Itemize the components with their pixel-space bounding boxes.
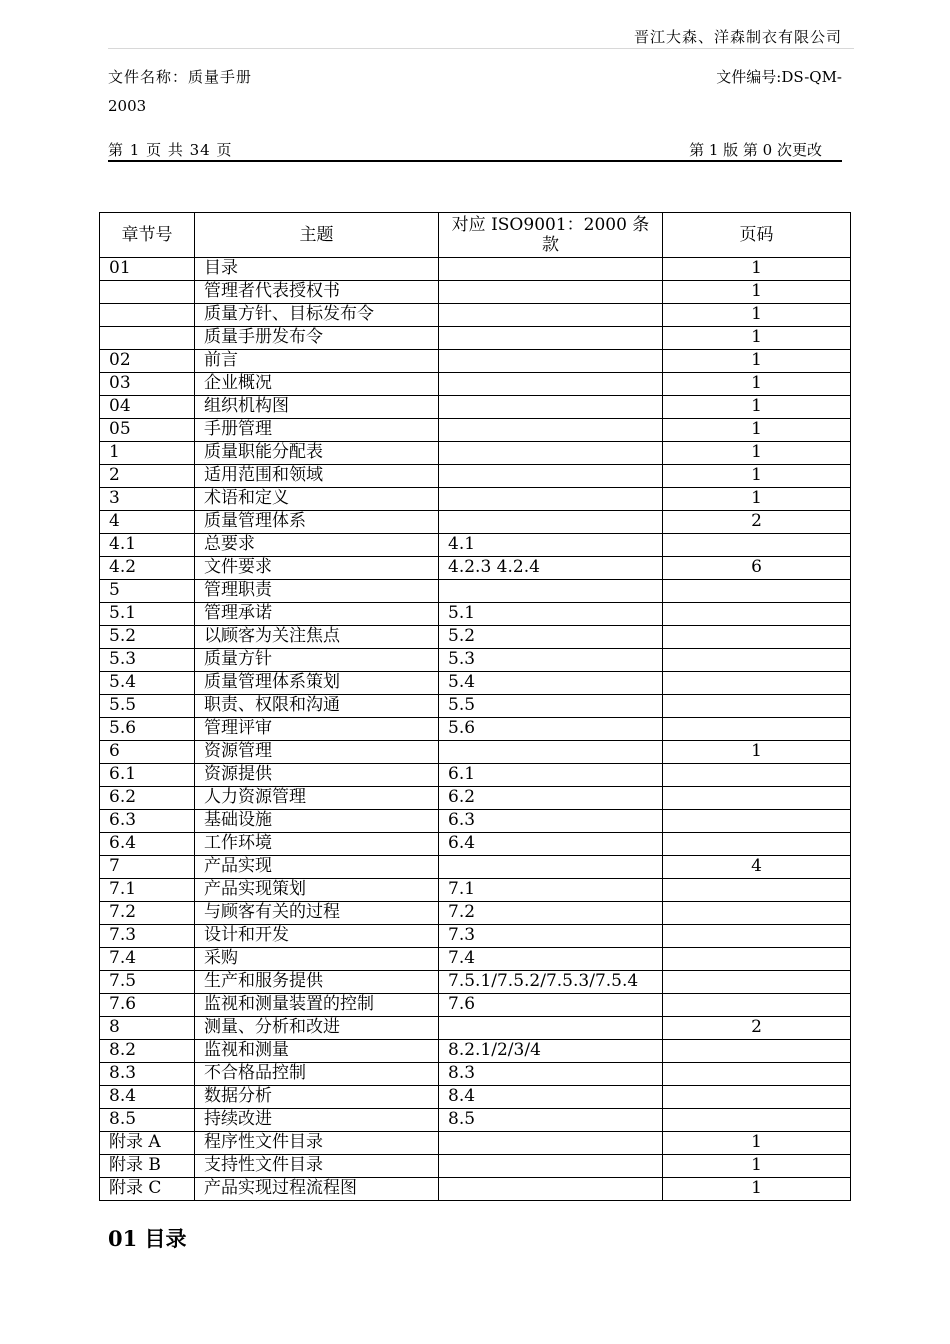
document-name: 文件名称：质量手册 <box>108 68 253 86</box>
table-row <box>100 1086 851 1109</box>
cell-iso-clause: 7.3 <box>439 925 663 948</box>
section-title: 01 目录 <box>108 1226 187 1251</box>
cell-iso-clause <box>439 741 663 764</box>
cell-subject: 手册管理 <box>195 419 439 442</box>
cell-subject: 管理承诺 <box>195 603 439 626</box>
cell-iso-clause <box>439 1017 663 1040</box>
cell-chapter-no: 5.4 <box>100 672 195 695</box>
cell-page-no <box>663 994 851 1017</box>
cell-page-no <box>663 971 851 994</box>
table-row <box>100 741 851 764</box>
cell-subject: 产品实现策划 <box>195 879 439 902</box>
cell-chapter-no: 7 <box>100 856 195 879</box>
cell-chapter-no: 5.3 <box>100 649 195 672</box>
cell-chapter-no: 8 <box>100 1017 195 1040</box>
cell-page-no <box>663 810 851 833</box>
cell-iso-clause <box>439 396 663 419</box>
cell-chapter-no <box>100 281 195 304</box>
table-row <box>100 258 851 281</box>
table-row <box>100 442 851 465</box>
cell-page-no <box>663 649 851 672</box>
cell-page-no: 4 <box>663 856 851 879</box>
cell-iso-clause <box>439 419 663 442</box>
cell-chapter-no: 8.4 <box>100 1086 195 1109</box>
cell-iso-clause: 6.1 <box>439 764 663 787</box>
cell-chapter-no: 附录 A <box>100 1132 195 1155</box>
cell-chapter-no: 7.2 <box>100 902 195 925</box>
header-page-no: 页码 <box>663 213 851 258</box>
cell-iso-clause <box>439 1132 663 1155</box>
header-rule <box>108 160 842 162</box>
cell-chapter-no: 8.5 <box>100 1109 195 1132</box>
cell-page-no: 1 <box>663 488 851 511</box>
cell-subject: 职责、权限和沟通 <box>195 695 439 718</box>
cell-iso-clause <box>439 327 663 350</box>
cell-subject: 监视和测量 <box>195 1040 439 1063</box>
cell-iso-clause: 5.1 <box>439 603 663 626</box>
cell-chapter-no: 7.3 <box>100 925 195 948</box>
cell-subject: 资源管理 <box>195 741 439 764</box>
cell-page-no <box>663 925 851 948</box>
cell-page-no: 1 <box>663 281 851 304</box>
cell-chapter-no: 01 <box>100 258 195 281</box>
table-row <box>100 534 851 557</box>
cell-subject: 管理职责 <box>195 580 439 603</box>
cell-chapter-no: 03 <box>100 373 195 396</box>
cell-subject: 质量管理体系策划 <box>195 672 439 695</box>
cell-chapter-no: 7.6 <box>100 994 195 1017</box>
table-row <box>100 787 851 810</box>
table-row <box>100 1132 851 1155</box>
cell-chapter-no <box>100 304 195 327</box>
cell-page-no: 1 <box>663 1178 851 1201</box>
cell-iso-clause: 7.1 <box>439 879 663 902</box>
table-row <box>100 764 851 787</box>
cell-iso-clause: 7.2 <box>439 902 663 925</box>
cell-chapter-no <box>100 327 195 350</box>
cell-page-no <box>663 833 851 856</box>
table-row <box>100 304 851 327</box>
cell-iso-clause <box>439 1155 663 1178</box>
cell-page-no: 1 <box>663 373 851 396</box>
table-row <box>100 1063 851 1086</box>
cell-subject: 适用范围和领域 <box>195 465 439 488</box>
cell-chapter-no: 02 <box>100 350 195 373</box>
table-row <box>100 948 851 971</box>
cell-chapter-no: 6.1 <box>100 764 195 787</box>
cell-subject: 数据分析 <box>195 1086 439 1109</box>
cell-iso-clause: 5.3 <box>439 649 663 672</box>
table-row <box>100 327 851 350</box>
cell-page-no: 1 <box>663 304 851 327</box>
header-iso-clause: 对应 ISO9001：2000 条款 <box>439 213 663 258</box>
cell-chapter-no: 6.2 <box>100 787 195 810</box>
table-row <box>100 488 851 511</box>
cell-subject: 程序性文件目录 <box>195 1132 439 1155</box>
cell-iso-clause: 5.2 <box>439 626 663 649</box>
cell-chapter-no: 5.6 <box>100 718 195 741</box>
cell-chapter-no: 1 <box>100 442 195 465</box>
table-row <box>100 603 851 626</box>
table-row <box>100 971 851 994</box>
table-row <box>100 557 851 580</box>
cell-subject: 管理者代表授权书 <box>195 281 439 304</box>
cell-iso-clause <box>439 465 663 488</box>
cell-chapter-no: 7.5 <box>100 971 195 994</box>
company-name: 晋江大森、洋森制衣有限公司 <box>633 28 842 46</box>
cell-page-no <box>663 718 851 741</box>
cell-iso-clause <box>439 281 663 304</box>
cell-page-no <box>663 580 851 603</box>
table-row <box>100 281 851 304</box>
table-row <box>100 718 851 741</box>
table-row <box>100 1155 851 1178</box>
table-row <box>100 626 851 649</box>
cell-chapter-no: 4 <box>100 511 195 534</box>
cell-iso-clause <box>439 580 663 603</box>
cell-subject: 产品实现 <box>195 856 439 879</box>
cell-chapter-no: 5.5 <box>100 695 195 718</box>
cell-subject: 与顾客有关的过程 <box>195 902 439 925</box>
cell-page-no <box>663 603 851 626</box>
table-row <box>100 856 851 879</box>
table-header-row <box>100 213 851 258</box>
table-row <box>100 511 851 534</box>
cell-iso-clause <box>439 856 663 879</box>
table-row <box>100 649 851 672</box>
cell-chapter-no: 2 <box>100 465 195 488</box>
cell-chapter-no: 4.1 <box>100 534 195 557</box>
cell-chapter-no: 5.2 <box>100 626 195 649</box>
cell-iso-clause <box>439 442 663 465</box>
cell-chapter-no: 4.2 <box>100 557 195 580</box>
cell-page-no <box>663 787 851 810</box>
cell-subject: 组织机构图 <box>195 396 439 419</box>
cell-page-no: 2 <box>663 511 851 534</box>
cell-chapter-no: 5 <box>100 580 195 603</box>
cell-subject: 资源提供 <box>195 764 439 787</box>
cell-chapter-no: 7.1 <box>100 879 195 902</box>
table-row <box>100 672 851 695</box>
table-row <box>100 925 851 948</box>
cell-page-no <box>663 1086 851 1109</box>
table-row <box>100 580 851 603</box>
table-row <box>100 350 851 373</box>
cell-iso-clause: 6.3 <box>439 810 663 833</box>
cell-page-no <box>663 948 851 971</box>
cell-iso-clause <box>439 304 663 327</box>
cell-chapter-no: 7.4 <box>100 948 195 971</box>
cell-chapter-no: 8.2 <box>100 1040 195 1063</box>
cell-iso-clause: 8.5 <box>439 1109 663 1132</box>
table-row <box>100 1040 851 1063</box>
cell-page-no: 1 <box>663 442 851 465</box>
table-row <box>100 373 851 396</box>
cell-subject: 支持性文件目录 <box>195 1155 439 1178</box>
cell-page-no <box>663 534 851 557</box>
cell-page-no: 1 <box>663 419 851 442</box>
cell-subject: 基础设施 <box>195 810 439 833</box>
cell-page-no: 1 <box>663 741 851 764</box>
cell-iso-clause: 7.6 <box>439 994 663 1017</box>
cell-subject: 目录 <box>195 258 439 281</box>
table-row <box>100 1017 851 1040</box>
cell-chapter-no: 附录 B <box>100 1155 195 1178</box>
cell-subject: 术语和定义 <box>195 488 439 511</box>
cell-iso-clause: 7.5.1/7.5.2/7.5.3/7.5.4 <box>439 971 663 994</box>
contents-table <box>99 212 851 1201</box>
table-row <box>100 902 851 925</box>
cell-subject: 测量、分析和改进 <box>195 1017 439 1040</box>
table-row <box>100 879 851 902</box>
cell-page-no: 6 <box>663 557 851 580</box>
cell-chapter-no: 6.4 <box>100 833 195 856</box>
cell-iso-clause <box>439 258 663 281</box>
cell-subject: 企业概况 <box>195 373 439 396</box>
cell-subject: 工作环境 <box>195 833 439 856</box>
cell-iso-clause: 8.4 <box>439 1086 663 1109</box>
cell-page-no: 1 <box>663 465 851 488</box>
cell-subject: 持续改进 <box>195 1109 439 1132</box>
cell-page-no: 1 <box>663 1132 851 1155</box>
cell-chapter-no: 8.3 <box>100 1063 195 1086</box>
cell-iso-clause: 6.4 <box>439 833 663 856</box>
cell-chapter-no: 6.3 <box>100 810 195 833</box>
cell-iso-clause <box>439 488 663 511</box>
table-row <box>100 833 851 856</box>
cell-page-no <box>663 1063 851 1086</box>
cell-subject: 总要求 <box>195 534 439 557</box>
table-row <box>100 419 851 442</box>
cell-chapter-no: 04 <box>100 396 195 419</box>
header-divider <box>108 48 854 49</box>
cell-chapter-no: 附录 C <box>100 1178 195 1201</box>
cell-subject: 产品实现过程流程图 <box>195 1178 439 1201</box>
cell-page-no <box>663 1109 851 1132</box>
cell-iso-clause <box>439 511 663 534</box>
cell-page-no: 1 <box>663 258 851 281</box>
cell-iso-clause: 8.2.1/2/3/4 <box>439 1040 663 1063</box>
table-row <box>100 1178 851 1201</box>
cell-iso-clause: 5.4 <box>439 672 663 695</box>
cell-page-no <box>663 902 851 925</box>
cell-page-no: 1 <box>663 1155 851 1178</box>
cell-subject: 以顾客为关注焦点 <box>195 626 439 649</box>
cell-iso-clause <box>439 1178 663 1201</box>
cell-iso-clause <box>439 373 663 396</box>
cell-subject: 质量方针、目标发布令 <box>195 304 439 327</box>
cell-iso-clause: 7.4 <box>439 948 663 971</box>
cell-iso-clause <box>439 350 663 373</box>
table-row <box>100 695 851 718</box>
cell-subject: 质量职能分配表 <box>195 442 439 465</box>
cell-subject: 人力资源管理 <box>195 787 439 810</box>
cell-page-no <box>663 672 851 695</box>
cell-chapter-no: 05 <box>100 419 195 442</box>
cell-page-no: 1 <box>663 350 851 373</box>
cell-chapter-no: 6 <box>100 741 195 764</box>
table-row <box>100 810 851 833</box>
cell-page-no <box>663 764 851 787</box>
table-row <box>100 396 851 419</box>
cell-subject: 监视和测量装置的控制 <box>195 994 439 1017</box>
cell-subject: 设计和开发 <box>195 925 439 948</box>
cell-iso-clause: 4.2.3 4.2.4 <box>439 557 663 580</box>
cell-subject: 质量管理体系 <box>195 511 439 534</box>
cell-subject: 生产和服务提供 <box>195 971 439 994</box>
cell-page-no <box>663 626 851 649</box>
version-info: 第 1 版 第 0 次更改 <box>689 141 822 159</box>
cell-page-no <box>663 879 851 902</box>
cell-page-no: 1 <box>663 396 851 419</box>
header-chapter-no: 章节号 <box>100 213 195 258</box>
cell-subject: 采购 <box>195 948 439 971</box>
cell-page-no <box>663 695 851 718</box>
cell-iso-clause: 4.1 <box>439 534 663 557</box>
cell-subject: 不合格品控制 <box>195 1063 439 1086</box>
cell-page-no <box>663 1040 851 1063</box>
cell-iso-clause: 8.3 <box>439 1063 663 1086</box>
cell-iso-clause: 5.6 <box>439 718 663 741</box>
header-subject: 主题 <box>195 213 439 258</box>
cell-subject: 文件要求 <box>195 557 439 580</box>
cell-iso-clause: 5.5 <box>439 695 663 718</box>
page-info: 第 1 页 共 34 页 <box>108 141 233 159</box>
document-number: 文件编号:DS-QM- <box>716 68 842 86</box>
table-body <box>100 258 851 1201</box>
cell-page-no: 2 <box>663 1017 851 1040</box>
cell-iso-clause: 6.2 <box>439 787 663 810</box>
cell-page-no: 1 <box>663 327 851 350</box>
cell-subject: 质量手册发布令 <box>195 327 439 350</box>
document-number-continued: 2003 <box>108 97 147 115</box>
table-row <box>100 994 851 1017</box>
table-row <box>100 465 851 488</box>
cell-subject: 前言 <box>195 350 439 373</box>
cell-subject: 管理评审 <box>195 718 439 741</box>
table-row <box>100 1109 851 1132</box>
cell-chapter-no: 5.1 <box>100 603 195 626</box>
cell-subject: 质量方针 <box>195 649 439 672</box>
cell-chapter-no: 3 <box>100 488 195 511</box>
